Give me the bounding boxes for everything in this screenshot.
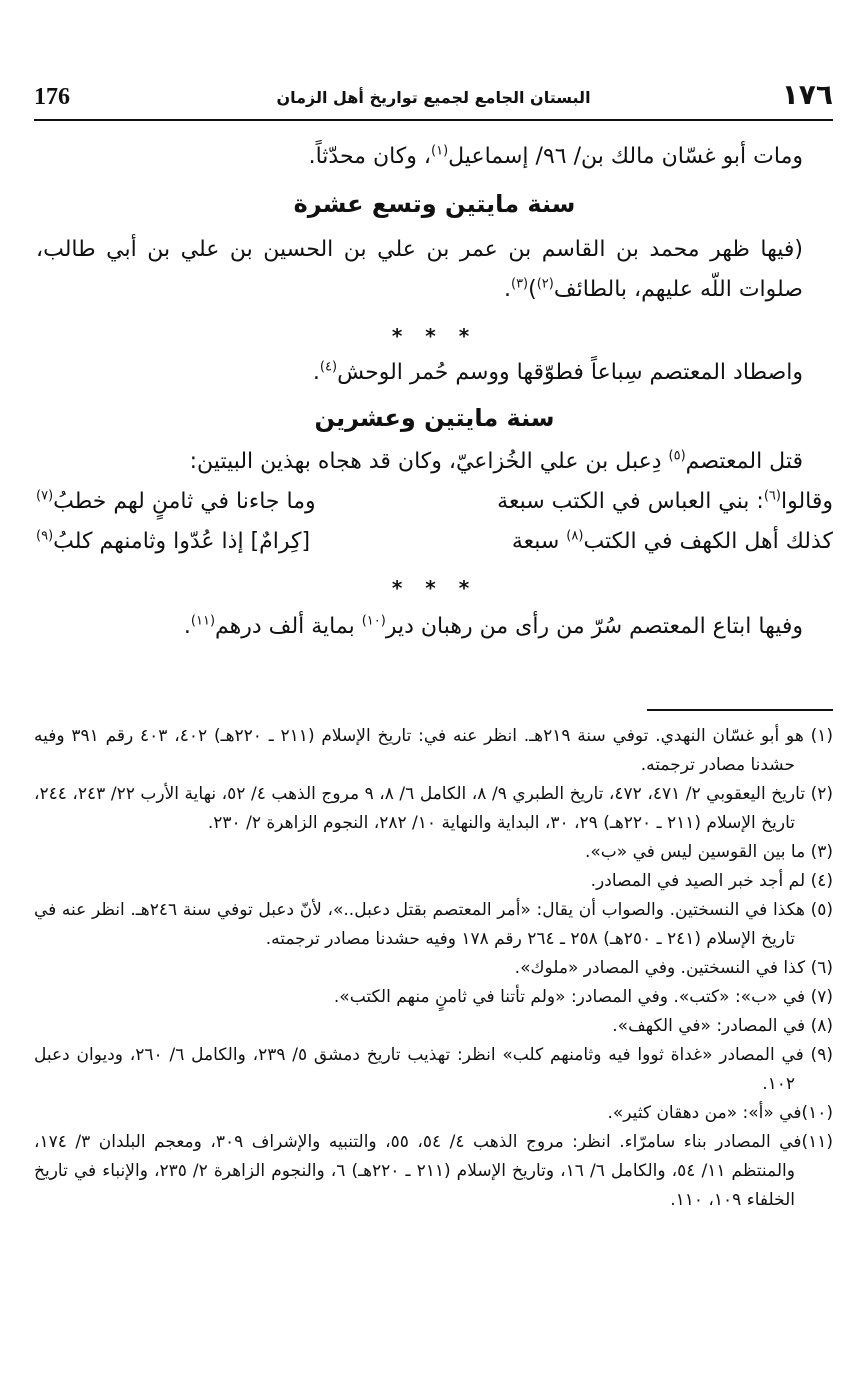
body-line-samarra: وفيها ابتاع المعتصم سُرّ من رأى من رهبان دير$^{(١٠)}$ بماية ألف درهم$^{(١١)}$. — [183, 613, 803, 639]
header-rule — [34, 119, 833, 121]
footnote-ref-2[interactable]: (٢) — [536, 276, 554, 292]
body-line-death-note: ومات أبو غسّان مالك بن/ ٩٦/ إسماعيل$^{(١)}$، وكان محدّثاً. — [308, 143, 803, 169]
footnote-4: (٤) لم أجد خبر الصيد في المصادر. — [590, 871, 833, 891]
body-paragraph-uprising: (فيها ظهر محمد بن القاسم بن عمر بن علي بن الحسين بن علي بن أبي طالب، صلوات اللّه عليهم، بالطائف$^{(٢)}$)$^{(٣)}$. — [36, 237, 803, 302]
footnote-ref-10[interactable]: (١٠) — [361, 613, 386, 629]
page-header — [34, 78, 833, 118]
footnote-1: (١) هو أبو غسّان النهدي. توفي سنة ٢١٩هـ. انظر عنه في: تاريخ الإسلام (٢١١ ـ ٢٢٠هـ) ٤٠٢، ٤٠٣ رقم ٣٩١ وفيه حشدنا مصادر ترجمته. — [34, 726, 834, 775]
footnotes-section — [34, 722, 833, 1215]
footnote-rule — [647, 709, 833, 711]
section-heading-219: سنة مايتين وتسع عشرة — [293, 190, 576, 218]
footnote-11: (١١)في المصادر بناء سامرّاء. انظر: مروج الذهب ٤/ ٥٤، ٥٥، والتنبيه والإشراف ٣٠٩، ومعجم البلدان ٣/ ١٧٤، والمنتظم ١١/ ٥٤، والكامل ٦/ ١٦، وتاريخ الإسلام (٢١١ ـ ٢٢٠هـ) ٦، والنجوم الزاهرة ٢/ ٢٣٥، والإنباء في تاريخ الخلفاء ١٠٩، ١١٠. — [34, 1132, 834, 1210]
footnote-ref-9[interactable]: (٩) — [36, 528, 54, 544]
section-divider-stars: * * * — [391, 324, 478, 348]
page-number-latin: 176 — [34, 84, 70, 110]
poem-verse-2 — [36, 522, 833, 562]
verse-2-first-hemistich: كذلك أهل الكهف في الكتب$^{(٨)}$ سبعة — [511, 528, 833, 554]
verse-1-second-hemistich: وما جاءنا في ثامنٍ لهم خطبُ$^{(٧)}$ — [36, 488, 316, 514]
footnote-ref-5[interactable]: (٥) — [668, 448, 686, 464]
footnote-ref-4[interactable]: (٤) — [319, 359, 338, 375]
footnote-8: (٨) في المصادر: «في الكهف». — [612, 1016, 833, 1036]
page-number-arabic: ١٧٦ — [781, 78, 833, 111]
footnote-7: (٧) في «ب»: «كتب». وفي المصادر: «ولم تأتنا في ثامنٍ منهم الكتب». — [333, 987, 833, 1007]
footnote-5: (٥) هكذا في النسختين. والصواب أن يقال: «أمر المعتصم بقتل دعبل..»، لأنّ دعبل توفي سنة ٢٤٦هـ. انظر عنه في تاريخ الإسلام (٢٤١ ـ ٢٥٠هـ) ٢٥٨ ـ ٢٦٤ رقم ١٧٨ وفيه حشدنا مصادر ترجمته. — [34, 900, 833, 949]
footnote-2: (٢) تاريخ اليعقوبي ٢/ ٤٧١، ٤٧٢، تاريخ الطبري ٩/ ٨، الكامل ٦/ ٨، ٩ مروج الذهب ٤/ ٥٢، نهاية الأرب ٢٢/ ٢٤٣، ٢٤٤، تاريخ الإسلام (٢١١ ـ ٢٢٠هـ) ٢٩، ٣٠، البداية والنهاية ١٠/ ٢٨٢، النجوم الزاهرة ٢/ ٢٣٠. — [34, 784, 833, 833]
main-text — [36, 126, 833, 642]
footnote-ref-8[interactable]: (٨) — [566, 528, 584, 544]
footnote-10: (١٠)في «أ»: «من دهقان كثير». — [607, 1103, 833, 1123]
section-divider-stars-2: * * * — [391, 576, 478, 600]
section-heading-220: سنة مايتين وعشرين — [314, 404, 555, 432]
body-line-hunting: واصطاد المعتصم سِباعاً فطوّقها ووسم حُمر الوحش$^{(٤)}$. — [312, 359, 803, 385]
footnote-ref-7[interactable]: (٧) — [36, 488, 54, 504]
footnote-3: (٣) ما بين القوسين ليس في «ب». — [584, 842, 833, 862]
verse-1-first-hemistich: وقالوا$^{(٦)}$: بني العباس في الكتب سبعة — [497, 488, 833, 514]
footnote-6: (٦) كذا في النسختين. وفي المصادر «ملوك». — [514, 958, 833, 978]
body-paragraph-dibil: قتل المعتصم$^{(٥)}$ دِعبل بن علي الخُزاعيّ، وكان قد هجاه بهذين البيتين: — [189, 448, 803, 474]
footnote-ref-11[interactable]: (١١) — [190, 613, 216, 629]
footnote-9: (٩) في المصادر «غداة ثووا فيه وثامنهم كلب» انظر: تهذيب تاريخ دمشق ٥/ ٢٣٩، والكامل ٦/ ٢٦٠، وديوان دعبل ١٠٢. — [34, 1045, 833, 1094]
footnote-ref-3[interactable]: (٣) — [510, 276, 529, 292]
verse-2-second-hemistich: [كِرامٌ] إذا عُدّوا وثامنهم كلبُ$^{(٩)}$ — [36, 528, 311, 554]
running-title: البستان الجامع لجميع تواريخ أهل الزمان — [276, 88, 591, 107]
poem-verse-1 — [36, 482, 833, 522]
footnote-ref-1[interactable]: (١) — [431, 143, 449, 159]
footnote-ref-6[interactable]: (٦) — [763, 488, 781, 504]
